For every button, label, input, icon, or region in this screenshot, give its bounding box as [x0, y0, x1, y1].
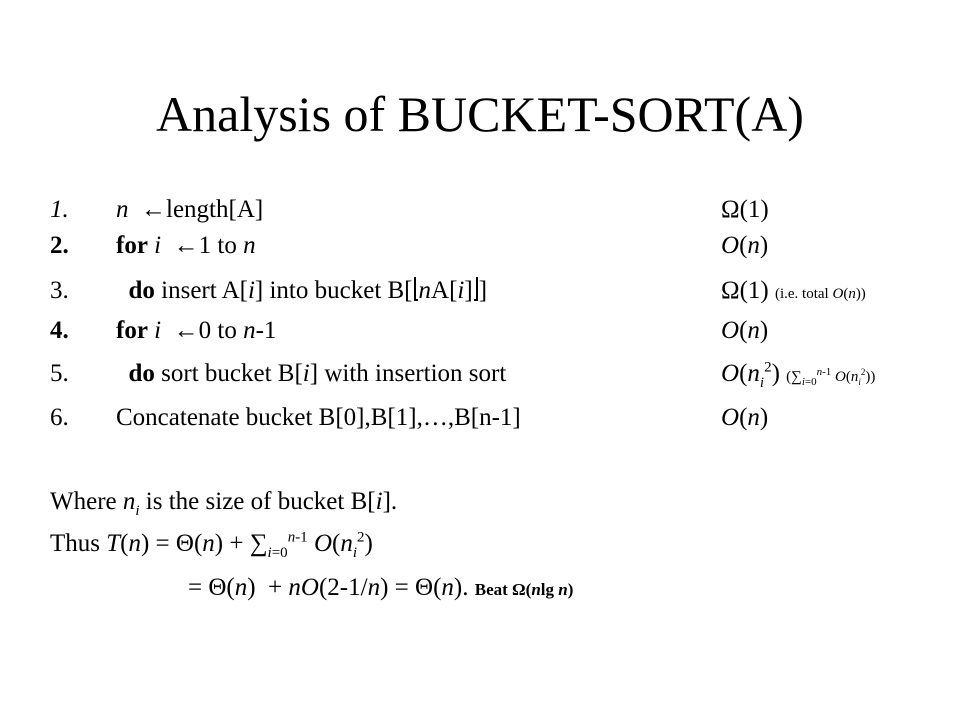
line-3-cost: Ω(1) (i.e. total O(n))	[721, 277, 866, 304]
floor-left-bracket	[414, 277, 418, 301]
line-number: 4.	[50, 317, 69, 344]
thus-continuation: = Θ(n) + nO(2-1/n) = Θ(n). Beat Ω(nlg n)	[188, 574, 574, 601]
line-code: do sort bucket B[i] with insertion sort	[128, 360, 507, 387]
line-number: 6.	[50, 404, 69, 431]
line-number: 2.	[50, 232, 69, 259]
line-4-cost: O(n)	[721, 317, 769, 344]
floor-right-bracket	[474, 277, 478, 301]
line-code: Concatenate bucket B[0],B[1],…,B[n-1]	[116, 404, 521, 431]
line-code: for i ←0 to n-1	[116, 317, 277, 344]
line-5-cost: $O(n_i^2)$ ($\sum_{i=0}^{n-1}$ $O(n_i^2)$)	[721, 359, 876, 391]
line-code: n ←length[A]	[116, 196, 264, 223]
line-code: for i ←1 to n	[116, 232, 256, 259]
line-2-cost: O(n)	[721, 232, 769, 259]
line-1-cost: Ω(1)	[721, 196, 769, 223]
thus-statement: Thus $T(n) = \Theta(n) + \sum_{i=0}^{n-1}$ $O(n_i^2)$	[50, 529, 373, 561]
where-statement: Where $n_i$ is the size of bucket B[i].	[50, 488, 398, 519]
line-number: 1.	[50, 196, 69, 223]
slide-title: Analysis of BUCKET-SORT(A)	[156, 86, 804, 142]
line-6-cost: O(n)	[721, 404, 769, 431]
line-number: 5.	[50, 360, 69, 387]
line-code: do insert A[i] into bucket B[ nA[i] ]	[128, 277, 488, 304]
line-number: 3.	[50, 277, 69, 304]
